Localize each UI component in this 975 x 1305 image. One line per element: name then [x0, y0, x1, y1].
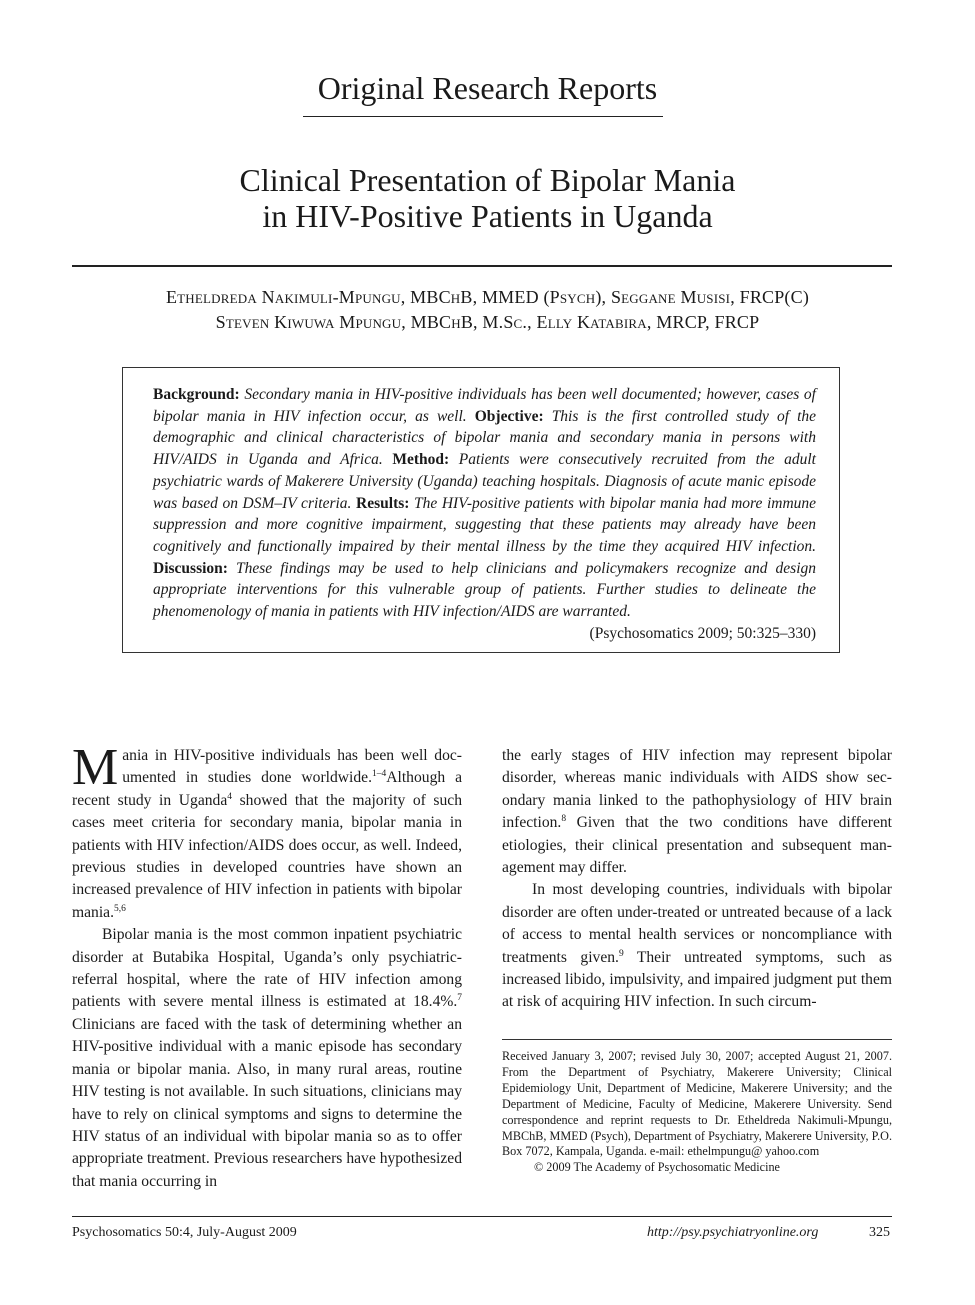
body-text: the early stages of HIV infection may represent bipolar disorder, whereas manic individuals with AIDS show secondary mania linked to the pathophysiology of HIV brain infection.	[502, 747, 892, 832]
abstract-objective-label: Objective:	[474, 407, 544, 425]
section-heading-rule	[303, 116, 663, 117]
abstract-background-text: Secondary mania in HIV-positive individuals has been well documented; however, cases of bipolar mania in HIV infection occur, as well.	[153, 386, 816, 425]
section-heading: Original Research Reports	[317, 70, 658, 106]
body-text: Their untreated symptoms, such as increased libido, impulsivity, and impaired judgment put them at risk of acquiring HIV infection. In such circum-	[502, 948, 892, 1011]
body-text: Although a recent study in Uganda	[72, 769, 463, 809]
footnote-text: Received January 3, 2007; revised July 30, 2007; accepted August 21, 2007. From the Department of Psychiatry, Makerere University; Clinical Epidemiology Unit, Department of Medicine, Makerere University; and the Department of Medicine, Faculty of Medicine, Makerere University. Send correspondence and reprint requests to Dr. Etheldreda Nakimuli-Mpungu, MBChB, MMED (Psych), Department of Psychiatry, Makerere University, P.O. Box 7072, Kampala, Uganda. e-mail: ethelmpungu@ yahoo.com	[502, 1049, 892, 1159]
body-text: Clinicians are faced with the task of determining whether an HIV-positive individual with a manic episode has secondary mania or bipolar mania. Also, in many rural areas, routine HIV testing is not available. In such situations, clinicians may have to rely on clinical symptoms and signs to determine the HIV status of an individual with bipolar mania so as to offer appropriate treatment. Previous researchers have hypothesized that mania occurring in	[72, 1015, 462, 1190]
abstract-discussion-text: These findings may be used to help clinicians and policymakers recognize and design appropriate interventions for this vulnerable group of patients. Further studies to delineate the phenomenology of mania in patients with HIV infection/AIDS are warranted.	[153, 559, 816, 621]
body-paragraph	[72, 739, 463, 924]
drop-cap: M	[72, 739, 119, 796]
copyright-notice: © 2009 The Academy of Psychosomatic Medicine	[534, 1160, 780, 1175]
abstract-method-label: Method:	[392, 451, 450, 469]
abstract-background-label: Background:	[153, 386, 240, 403]
author-line-2: Steven Kiwuwa Mpungu, MBChB, M.Sc., Elly Katabira, MRCP, FRCP	[215, 312, 760, 332]
body-text: Bipolar mania is the most common inpatient psychiatric disorder at Butabika Hospital, Uganda’s only psychiatric-referral hospital, where the rate of HIV infection among patients with severe mental illness is estimated at 18.4%.	[72, 926, 462, 1011]
body-text: showed that the majority of such cases meet criteria for secondary mania, bipolar mania in patients with HIV infection/AIDS does occur, as well. Indeed, previous studies in developed countries have shown an increased prevalence of HIV infection in patients with bipolar mania.	[72, 791, 463, 921]
footnote-rule	[502, 1039, 892, 1040]
page-number: 325	[869, 1225, 890, 1240]
reference-superscript: 9	[618, 948, 624, 959]
body-text: In most developing countries, individuals with bipolar disorder are often under-treated or untreated because of a lack of access to mental health services or noncompliance with treatments given.	[502, 881, 892, 966]
journal-citation: Psychosomatics 50:4, July-August 2009	[72, 1225, 297, 1240]
abstract-discussion-label: Discussion:	[153, 559, 228, 577]
footer-rule	[72, 1216, 892, 1217]
article-footnote	[502, 1049, 892, 1176]
abstract-objective-text: This is the first controlled study of the demographic and clinical characteristics of bipolar mania and secondary mania in persons with HIV/AIDS in Uganda and Africa.	[153, 407, 817, 469]
article-title-line-2: in HIV-Positive Patients in Uganda	[262, 198, 713, 234]
abstract-results-label: Results:	[356, 494, 410, 512]
reference-superscript: 7	[457, 993, 462, 1004]
reference-superscript: 5,6	[114, 903, 126, 914]
body-column-left	[72, 739, 463, 1193]
article-title	[0, 162, 975, 234]
author-line-1: Etheldreda Nakimuli-Mpungu, MBChB, MMED (Psych), Seggane Musisi, FRCP(C)	[165, 287, 810, 307]
reference-superscript: 1–4	[372, 769, 387, 780]
body-paragraph	[502, 879, 892, 1013]
abstract-box	[122, 367, 840, 653]
body-column-right	[502, 745, 892, 1014]
body-paragraph	[502, 745, 892, 879]
reference-superscript: 4	[227, 791, 233, 802]
title-rule	[72, 265, 892, 267]
abstract-method-text: Patients were consecutively recruited from the adult psychiatric wards of Makerere University (Uganda) teaching hospitals. Diagnosis of acute manic episode was based on DSM–IV criteria.	[153, 451, 816, 512]
abstract-citation: (Psychosomatics 2009; 50:325–330)	[589, 624, 816, 642]
abstract-results-text: The HIV-positive patients with bipolar mania had more immune suppression and more cognitive impairment, suggesting that these patients may already have been cognitively and functionally impaired by their mental illness by the time they acquired HIV infection.	[153, 494, 817, 555]
reference-superscript: 8	[561, 814, 567, 825]
body-paragraph	[72, 924, 462, 1193]
body-text: ania in HIV-positive individuals has been well documented in studies done worldwide.	[122, 747, 462, 787]
body-text: Given that the two conditions have different etiologies, their clinical presentation and subsequent management may differ.	[502, 814, 892, 877]
article-title-line-1: Clinical Presentation of Bipolar Mania	[239, 162, 736, 198]
author-list	[0, 285, 975, 335]
journal-url-link[interactable]: http://psy.psychiatryonline.org	[647, 1225, 819, 1240]
